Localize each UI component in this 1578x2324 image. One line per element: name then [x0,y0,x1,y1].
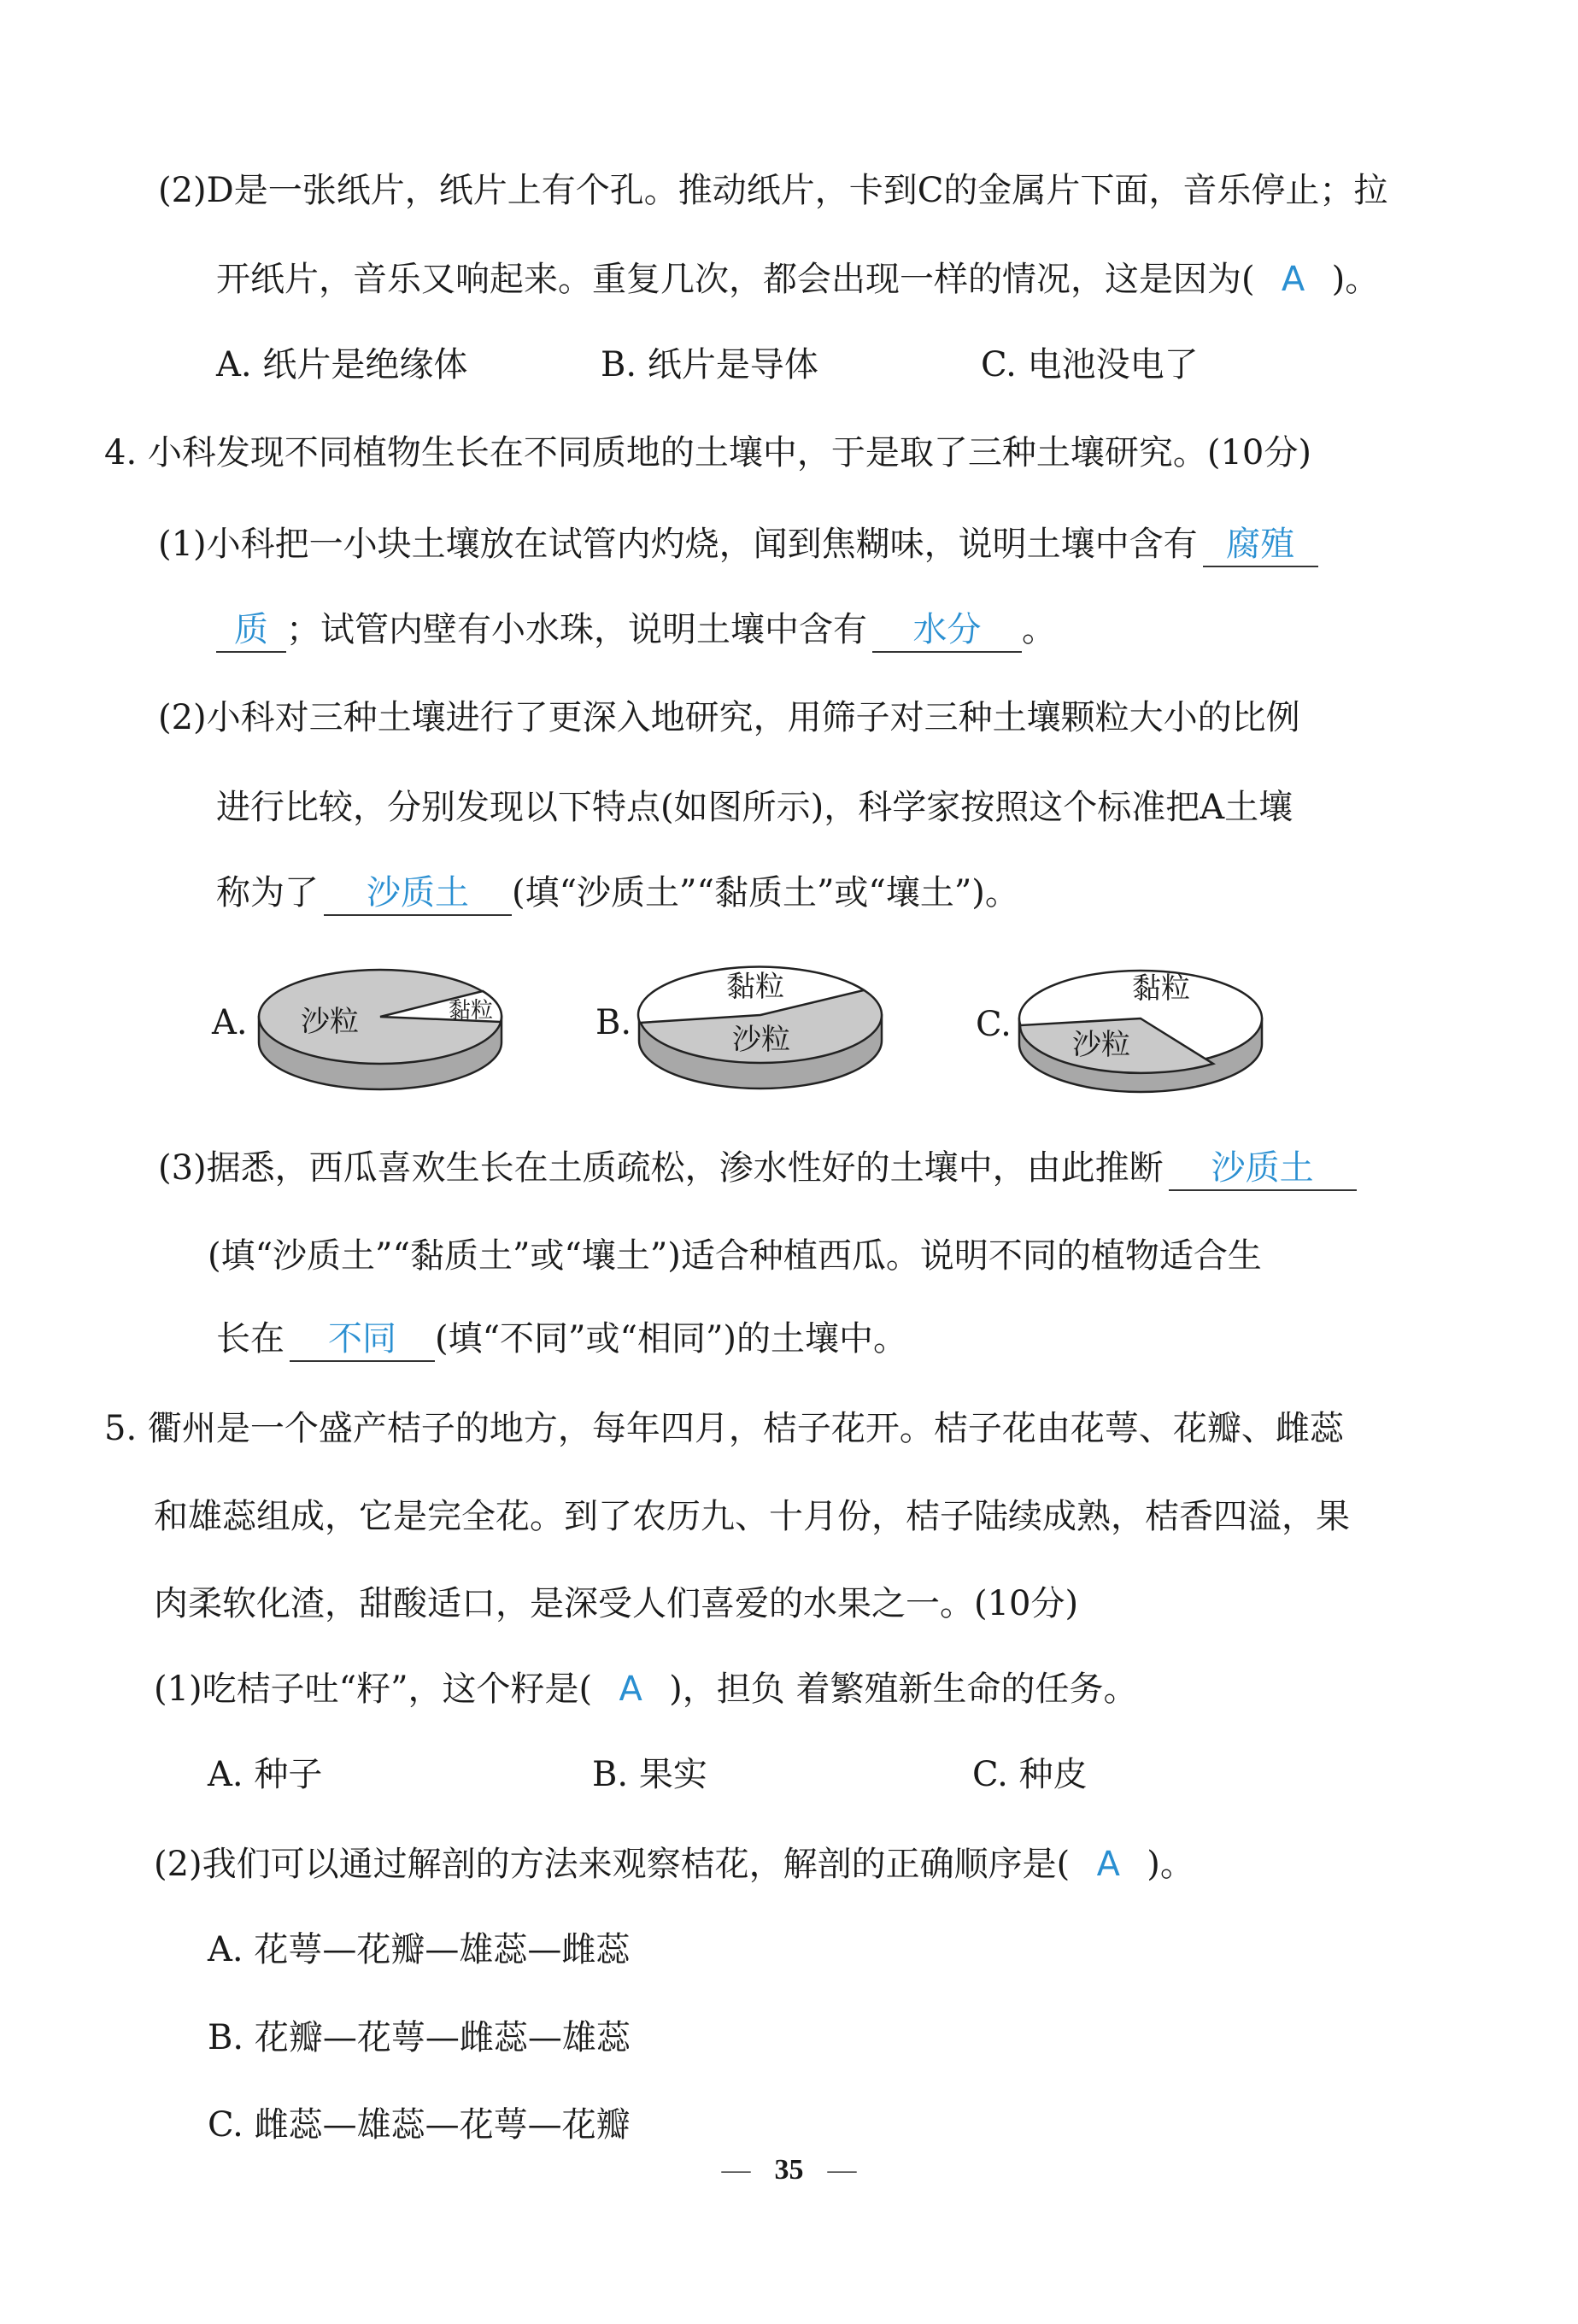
q5-2-text: (2)我们可以通过解剖的方法来观察桔花，解剖的正确顺序是( [154,1845,1071,1884]
q5-1-option-b: B. 果实 [592,1755,707,1794]
q5-stem-line3: 肉柔软化渣，甜酸适口，是深受人们喜爱的水果之一。(10分) [154,1584,1079,1623]
q3-2-line2 [216,256,1379,302]
pie-chart-c [1017,957,1264,1112]
pie-b-top-label: 黏粒 [726,970,784,1004]
q4-1-line2 [216,607,1056,653]
q4-1-answer-1b: 质 [216,610,286,653]
q4-3-answer-1: 沙质土 [1169,1148,1357,1191]
q4-2-line1: (2)小科对三种土壤进行了更深入地研究，用筛子对三种土壤颗粒大小的比例 [158,698,1300,737]
page-number: 35 [774,2154,804,2186]
q4-3-text: 长在 [216,1319,285,1359]
pie-b-label: B. [595,1003,632,1042]
q5-1-text: (1)吃桔子吐“籽”，这个籽是( [154,1670,593,1709]
q4-1-answer-2: 水分 [872,610,1022,653]
pie-chart-a [256,957,504,1111]
q4-1-text-mid: ；试管内壁有小水珠，说明土壤中含有 [286,610,867,649]
q5-stem-line1: 5. 衢州是一个盛产桔子的地方，每年四月，桔子花开。桔子花由花萼、花瓣、雌蕊 [104,1409,1344,1448]
q3-2-option-b: B. 纸片是导体 [601,345,818,384]
pie-c-label: C. [976,1005,1012,1044]
pie-c-top-label: 黏粒 [1132,971,1190,1006]
q5-1-answer: A [619,1670,642,1709]
q5-stem-line2: 和雄蕊组成，它是完全花。到了农历九、十月份，桔子陆续成熟，桔香四溢，果 [154,1497,1350,1536]
q4-stem: 4. 小科发现不同植物生长在不同质地的土壤中，于是取了三种土壤研究。(10分) [104,433,1311,472]
q4-3-line1 [158,1145,1357,1191]
q4-3-line3 [216,1316,907,1362]
q4-2-line2: 进行比较，分别发现以下特点(如图所示)，科学家按照这个标准把A土壤 [216,788,1293,827]
page-number-footer: — 35 — [721,2154,857,2186]
q5-1-line [154,1666,1138,1712]
pie-a-label: A. [212,1003,248,1042]
q4-3-text-end: (填“不同”或“相同”)的土壤中。 [435,1319,908,1359]
pie-c-bottom-label: 沙粒 [1072,1028,1130,1062]
pie-a-small-label: 黏粒 [449,998,494,1024]
q5-2-option-b: B. 花瓣—花萼—雌蕊—雄蕊 [208,2018,631,2057]
q4-2-line3 [216,870,1019,916]
q4-3-answer-2: 不同 [290,1319,435,1362]
q3-2-text: 开纸片，音乐又响起来。重复几次，都会出现一样的情况，这是因为( [216,260,1255,299]
q4-3-text: (3)据悉，西瓜喜欢生长在土质疏松，渗水性好的土壤中，由此推断 [158,1148,1164,1188]
q4-2-text-end: (填“沙质土”“黏质土”或“壤土”)。 [512,873,1019,913]
q3-2-option-c: C. 电池没电了 [981,345,1199,384]
q4-1-text: (1)小科把一小块土壤放在试管内灼烧，闻到焦糊味，说明土壤中含有 [158,525,1198,564]
q4-3-line2: (填“沙质土”“黏质土”或“壤土”)适合种植西瓜。说明不同的植物适合生 [208,1236,1262,1276]
q5-1-text-end: )，担负 着繁殖新生命的任务。 [669,1670,1138,1709]
q5-2-answer: A [1096,1845,1120,1884]
q3-2-option-a: A. 纸片是绝缘体 [216,345,468,384]
pie-chart-b [636,955,884,1111]
q4-1-answer-1a: 腐殖 [1203,525,1318,567]
q3-2-text-end: )。 [1331,260,1380,299]
q4-1-text-end: 。 [1022,610,1056,649]
q5-2-line [154,1841,1194,1887]
pie-a-big-label: 沙粒 [301,1005,359,1039]
q5-2-option-c: C. 雌蕊—雄蕊—花萼—花瓣 [208,2105,631,2145]
q4-1-line1 [158,521,1318,567]
q3-2-line1: (2)D是一张纸片，纸片上有个孔。推动纸片，卡到C的金属片下面，音乐停止；拉 [158,171,1388,210]
pie-b-bottom-label: 沙粒 [732,1023,790,1057]
q4-2-answer: 沙质土 [324,873,512,916]
q4-2-text: 称为了 [216,873,319,913]
q5-2-option-a: A. 花萼—花瓣—雄蕊—雌蕊 [208,1930,631,1969]
q5-1-option-a: A. 种子 [208,1755,323,1794]
q3-2-answer: A [1281,260,1305,299]
q5-2-text-end: )。 [1147,1845,1194,1884]
q5-1-option-c: C. 种皮 [972,1755,1088,1794]
